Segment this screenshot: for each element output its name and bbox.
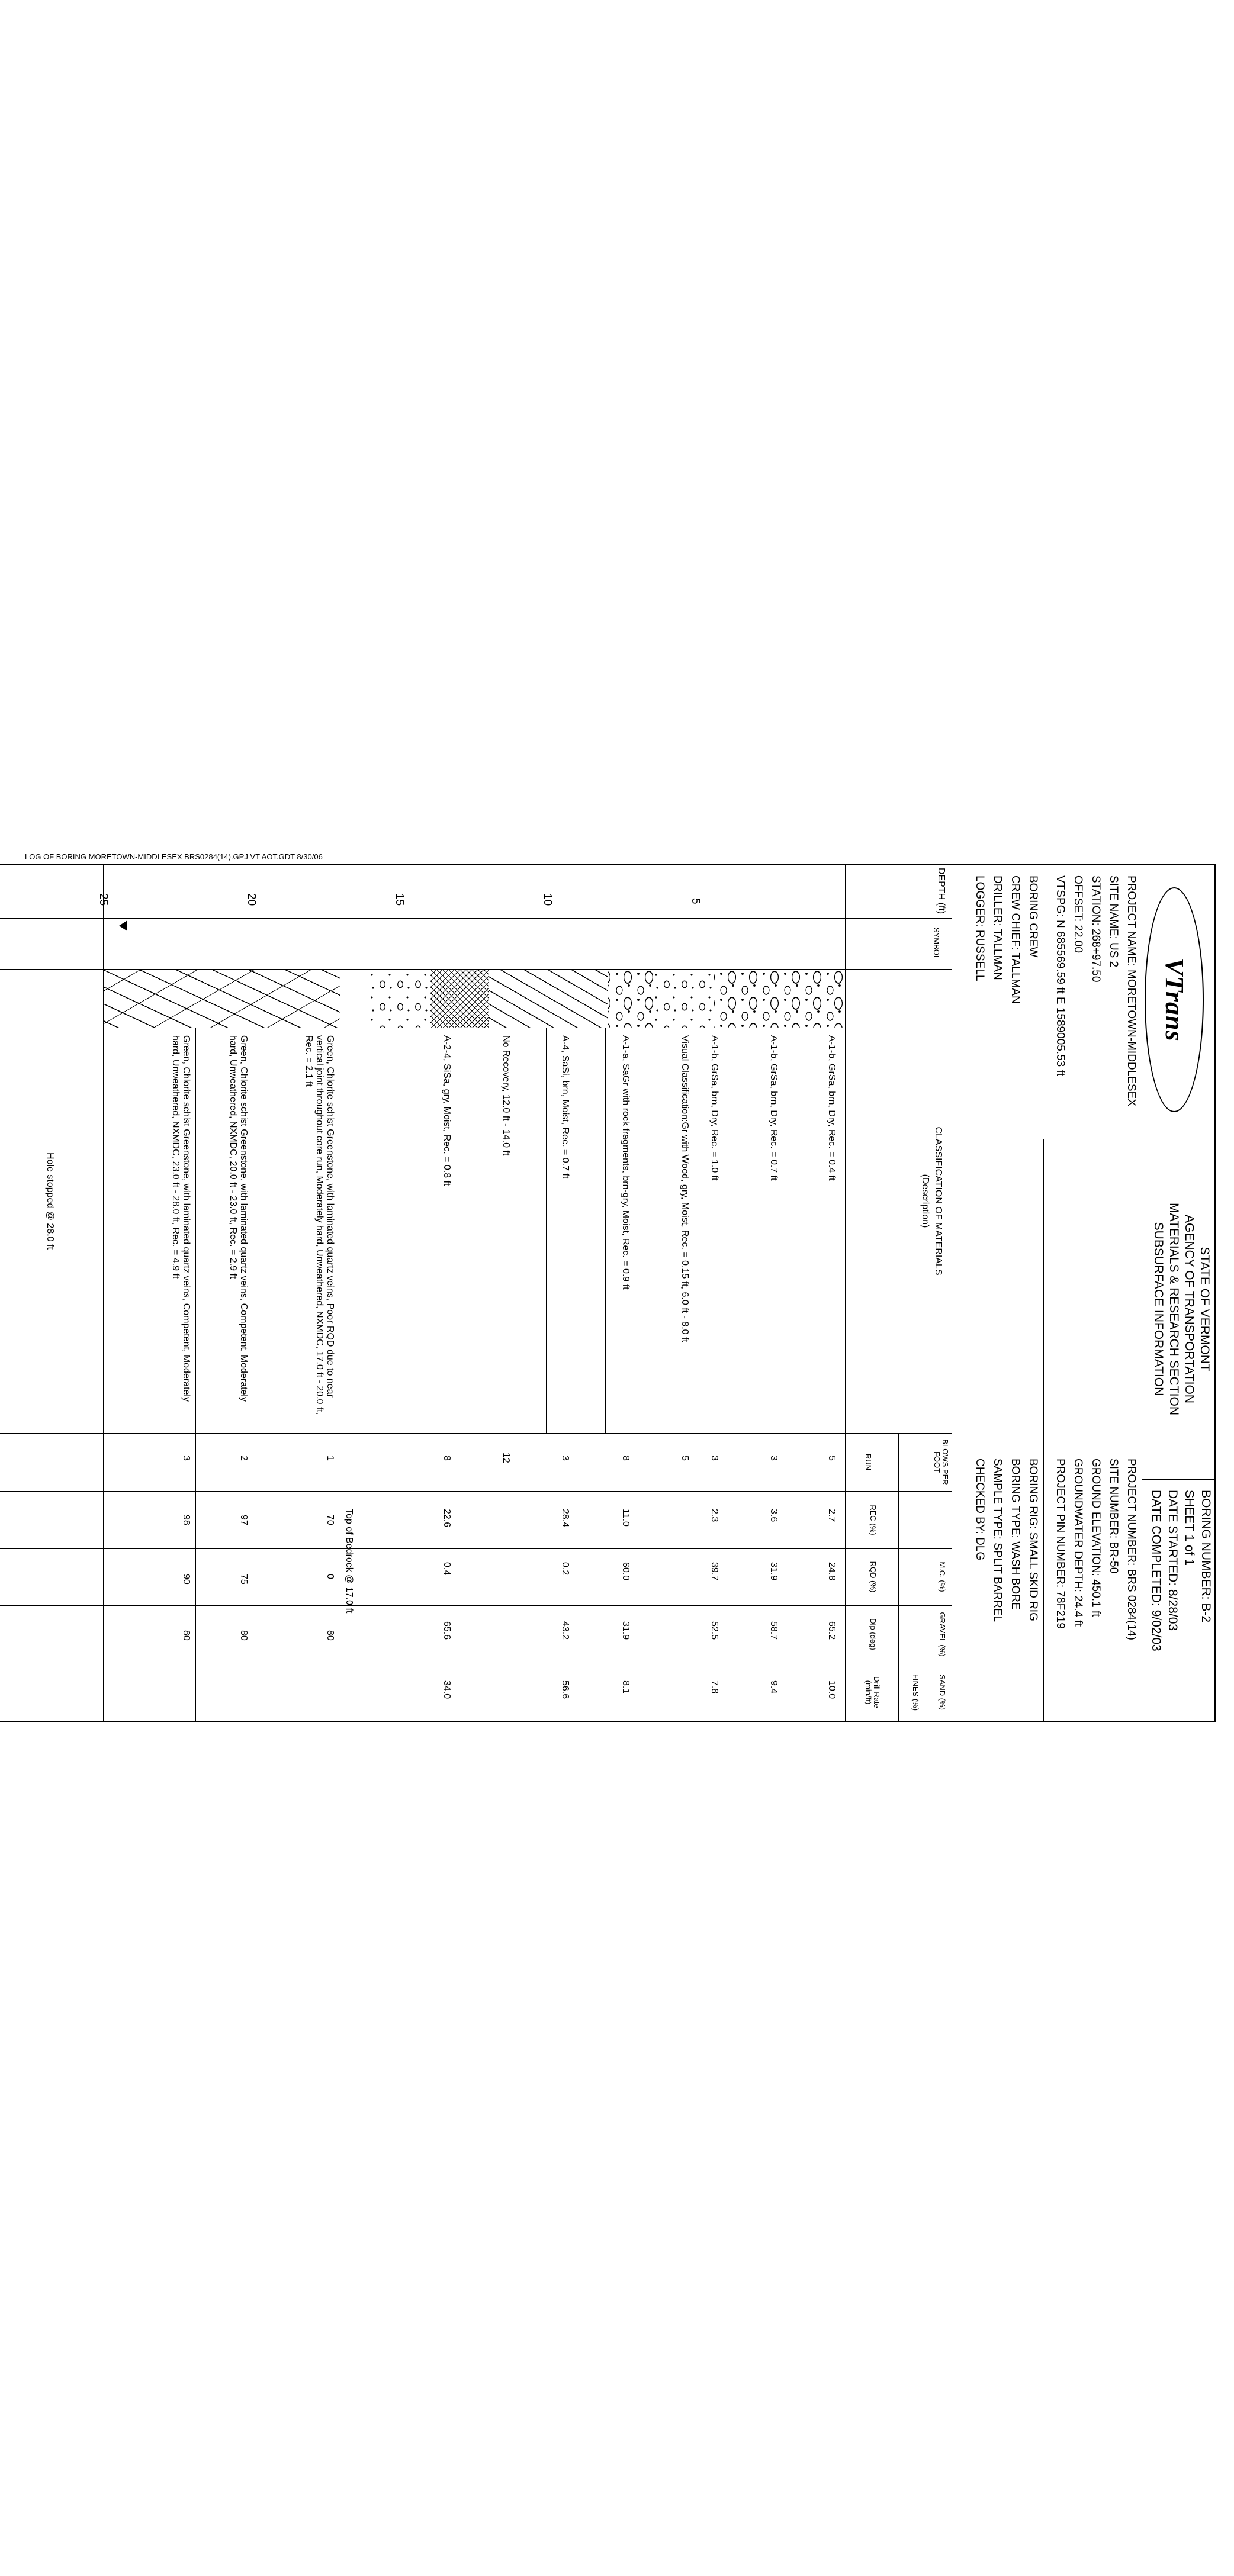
driller: DRILLER: TALLMAN — [991, 875, 1004, 980]
agency-line-1: STATE OF VERMONT — [1198, 1247, 1211, 1371]
symbol-wood-gravel — [655, 970, 714, 1028]
groundwater-depth: GROUNDWATER DEPTH: 24.4 ft — [1072, 1458, 1084, 1627]
sample-gravel-2: 31.9 — [769, 1562, 779, 1581]
header-description: (Description) — [920, 1174, 930, 1228]
header-mc: M.C. (%) — [938, 1561, 947, 1592]
sample-blows-7: 12 — [501, 1453, 511, 1463]
hole-stopped-note: Hole stopped @ 28.0 ft — [45, 1152, 55, 1250]
groundwater-marker-icon — [119, 920, 127, 931]
symbol-sandy-silt — [489, 970, 608, 1028]
sample-description-2: A-1-b, GrSa, brn, Dry, Rec. = 0.7 ft — [769, 1035, 779, 1181]
sample-fines-5: 8.1 — [621, 1680, 631, 1694]
sample-fines-1: 10.0 — [827, 1680, 837, 1699]
project-bottom-line — [1043, 1139, 1044, 1722]
sample-gravel-6: 0.2 — [560, 1562, 570, 1576]
row-divider-6 — [546, 1028, 547, 1433]
rock-run-dip-2: 80 — [239, 1630, 249, 1641]
sample-blows-4: 5 — [680, 1456, 690, 1461]
sample-sand-5: 31.9 — [621, 1621, 631, 1640]
rock-run-dip-1: 80 — [325, 1630, 335, 1641]
header-drill-rate: Drill Rate (min/ft) — [864, 1676, 881, 1708]
project-name: PROJECT NAME: MORETOWN-MIDDLESEX — [1125, 875, 1137, 1106]
sample-mc-5: 11.0 — [621, 1509, 631, 1527]
sample-gravel-5: 60.0 — [621, 1562, 631, 1581]
rock-run-rqd-1: 0 — [325, 1574, 335, 1579]
symbol-bedrock — [104, 970, 340, 1028]
boring-rig: BORING RIG: SMALL SKID RIG — [1027, 1458, 1039, 1621]
sample-fines-8: 34.0 — [442, 1680, 452, 1699]
col-line-blows — [0, 1491, 952, 1492]
date-started: DATE STARTED: 8/28/03 — [1166, 1490, 1180, 1631]
top-of-bedrock-note: Top of Bedrock @ 17.0 ft — [344, 1509, 354, 1614]
sample-sand-1: 65.2 — [827, 1621, 837, 1640]
logger: LOGGER: RUSSELL — [973, 875, 986, 981]
hole-stopped-line — [103, 864, 104, 1722]
header-subdivider-blows — [898, 1433, 899, 1722]
sample-description-3: A-1-b, GrSa, brn, Dry, Rec. = 1.0 ft — [709, 1035, 719, 1181]
sample-sand-2: 58.7 — [769, 1621, 779, 1640]
header-gravel: GRAVEL (%) — [938, 1612, 947, 1657]
rock-run-description-1: Green, Chlorite schist Greenstone, with laminated quartz veins, Poor RQD due to near vertical joint throughout core run, Moderately hard, Unweathered, NXMDC, 17.0 ft - 20.0 ft, Rec. = 2.1 ft — [304, 1035, 335, 1415]
col-line-classification — [0, 1433, 952, 1434]
header-fines-label: FINES (%) — [911, 1673, 920, 1711]
sample-mc-6: 28.4 — [560, 1509, 570, 1528]
ground-elevation: GROUND ELEVATION: 450.1 ft — [1090, 1458, 1102, 1617]
vtrans-logo — [1145, 887, 1204, 1112]
header-blows-per-foot: BLOWS PER FOOT — [933, 1439, 950, 1485]
vtrans-logo-text: VTrans — [1160, 958, 1189, 1042]
sample-description-8: A-2-4, SiSa, gry, Moist, Rec. = 0.8 ft — [442, 1035, 452, 1186]
sample-blows-5: 8 — [621, 1456, 631, 1461]
header-symbol: SYMBOL — [932, 927, 941, 960]
rock-run-number-3: 3 — [181, 1456, 191, 1461]
boring-crew-label: BORING CREW — [1027, 875, 1039, 958]
sample-gravel-3: 39.7 — [709, 1562, 719, 1581]
symbol-gravelly-sand — [714, 970, 844, 1028]
agency-line-2: AGENCY OF TRANSPORTATION — [1182, 1215, 1196, 1403]
rock-run-divider-2 — [195, 1028, 196, 1722]
sheet-number: SHEET 1 of 1 — [1182, 1490, 1196, 1566]
sample-blows-2: 3 — [769, 1456, 779, 1461]
sample-fines-2: 9.4 — [769, 1680, 779, 1694]
header-depth: DEPTH (ft) — [936, 867, 946, 915]
row-divider-5 — [605, 1028, 606, 1433]
file-path-footer: LOG OF BORING MORETOWN-MIDDLESEX BRS0284(14).GPJ VT AOT.GDT 8/30/06 — [25, 852, 323, 861]
header-rec: REC (%) — [869, 1505, 878, 1535]
boring-info-divider — [1142, 1479, 1216, 1480]
project-pin-number: PROJECT PIN NUMBER: 78F219 — [1054, 1458, 1066, 1629]
rock-run-dip-3: 80 — [181, 1630, 191, 1641]
boring-log-sheet — [0, 864, 1216, 1722]
vtspg-coordinates: VTSPG: N 685569.59 ft E 1589005.53 ft — [1054, 875, 1066, 1077]
sample-description-6: A-4, SaSi, brn, Moist, Rec. = 0.7 ft — [560, 1035, 570, 1179]
rock-run-number-2: 2 — [239, 1456, 249, 1461]
sample-type: SAMPLE TYPE: SPLIT BARREL — [991, 1458, 1004, 1622]
col-line-gravel — [0, 1605, 952, 1606]
header-classification: CLASSIFICATION OF MATERIALS — [933, 1126, 943, 1276]
header-sand: SAND (%) — [938, 1675, 947, 1710]
sample-blows-6: 3 — [560, 1456, 570, 1461]
checked-by: CHECKED BY: DLG — [973, 1458, 986, 1561]
col-line-symbol — [0, 969, 952, 970]
agency-line-3: MATERIALS & RESEARCH SECTION — [1167, 1202, 1181, 1415]
depth-tick-15: 15 — [393, 893, 406, 906]
project-number: PROJECT NUMBER: BRS 0284(14) — [1125, 1458, 1137, 1640]
sample-gravel-1: 24.8 — [827, 1562, 837, 1581]
sample-mc-8: 22.6 — [442, 1509, 452, 1528]
offset: OFFSET: 22.00 — [1072, 875, 1084, 953]
rock-run-description-2: Green, Chlorite schist Greenstone, with laminated quartz veins, Competent, Moderately hard, Unweathered, NXMDC, 20.0 ft - 23.0 ft, Rec. = 2.9 ft — [228, 1035, 249, 1402]
site-number: SITE NUMBER: BR-50 — [1107, 1458, 1120, 1574]
sample-blows-3: 3 — [709, 1456, 719, 1461]
station: STATION: 268+97.50 — [1090, 875, 1102, 983]
rock-run-rec-3: 98 — [181, 1515, 191, 1525]
depth-tick-5: 5 — [689, 898, 702, 904]
sample-mc-1: 2.7 — [827, 1509, 837, 1522]
sample-blows-1: 5 — [827, 1456, 837, 1461]
rock-run-rqd-3: 90 — [181, 1574, 191, 1585]
rock-run-description-3: Green, Chlorite schist Greenstone, with laminated quartz veins, Competent, Moderately hard, Unweathered, NXMDC, 23.0 ft - 28.0 ft, Rec. = 4.9 ft — [171, 1035, 191, 1402]
depth-tick-10: 10 — [541, 893, 554, 906]
sample-blows-8: 8 — [442, 1456, 452, 1461]
site-name: SITE NAME: US 2 — [1107, 875, 1120, 968]
col-line-depth — [0, 918, 952, 919]
sample-gravel-8: 0.4 — [442, 1562, 452, 1576]
header-run: RUN — [864, 1453, 873, 1471]
sample-mc-3: 2.3 — [709, 1509, 719, 1522]
agency-line-4: SUBSURFACE INFORMATION — [1152, 1222, 1165, 1396]
sample-sand-6: 43.2 — [560, 1621, 570, 1640]
depth-tick-25: 25 — [97, 893, 110, 906]
sample-sand-3: 52.5 — [709, 1621, 719, 1640]
col-line-mc — [0, 1548, 952, 1549]
rock-run-number-1: 1 — [325, 1456, 335, 1461]
sample-fines-3: 7.8 — [709, 1680, 719, 1694]
sample-description-1: A-1-b, GrSa, brn, Dry, Rec. = 0.4 ft — [827, 1035, 837, 1181]
crew-chief: CREW CHIEF: TALLMAN — [1009, 875, 1021, 1004]
rock-run-rec-1: 70 — [325, 1515, 335, 1525]
header-rqd: RQD (%) — [869, 1561, 878, 1593]
symbol-no-recovery — [430, 970, 489, 1028]
header-dip: Dip (deg) — [869, 1618, 878, 1650]
symbol-sandy-gravel — [608, 970, 655, 1028]
sample-description-4: Visual Classification:Gr with Wood, gry, Moist, Rec. = 0.15 ft, 6.0 ft - 8.0 ft — [680, 1035, 690, 1342]
sample-description-7: No Recovery, 12.0 ft - 14.0 ft — [501, 1035, 511, 1156]
column-header-bottom — [845, 864, 846, 1722]
date-completed: DATE COMPLETED: 9/02/03 — [1149, 1490, 1163, 1651]
sample-fines-6: 56.6 — [560, 1680, 570, 1699]
depth-tick-20: 20 — [245, 893, 258, 906]
sample-sand-8: 65.6 — [442, 1621, 452, 1640]
rock-run-rec-2: 97 — [239, 1515, 249, 1525]
boring-type: BORING TYPE: WASH BORE — [1009, 1458, 1021, 1610]
boring-number: BORING NUMBER: B-2 — [1199, 1490, 1213, 1623]
symbol-silty-sand — [371, 970, 430, 1028]
sample-description-5: A-1-a, SaGr with rock fragments, brn-gry, Moist, Rec. = 0.9 ft — [621, 1035, 631, 1290]
sample-mc-2: 3.6 — [769, 1509, 779, 1522]
rock-run-rqd-2: 75 — [239, 1574, 249, 1585]
